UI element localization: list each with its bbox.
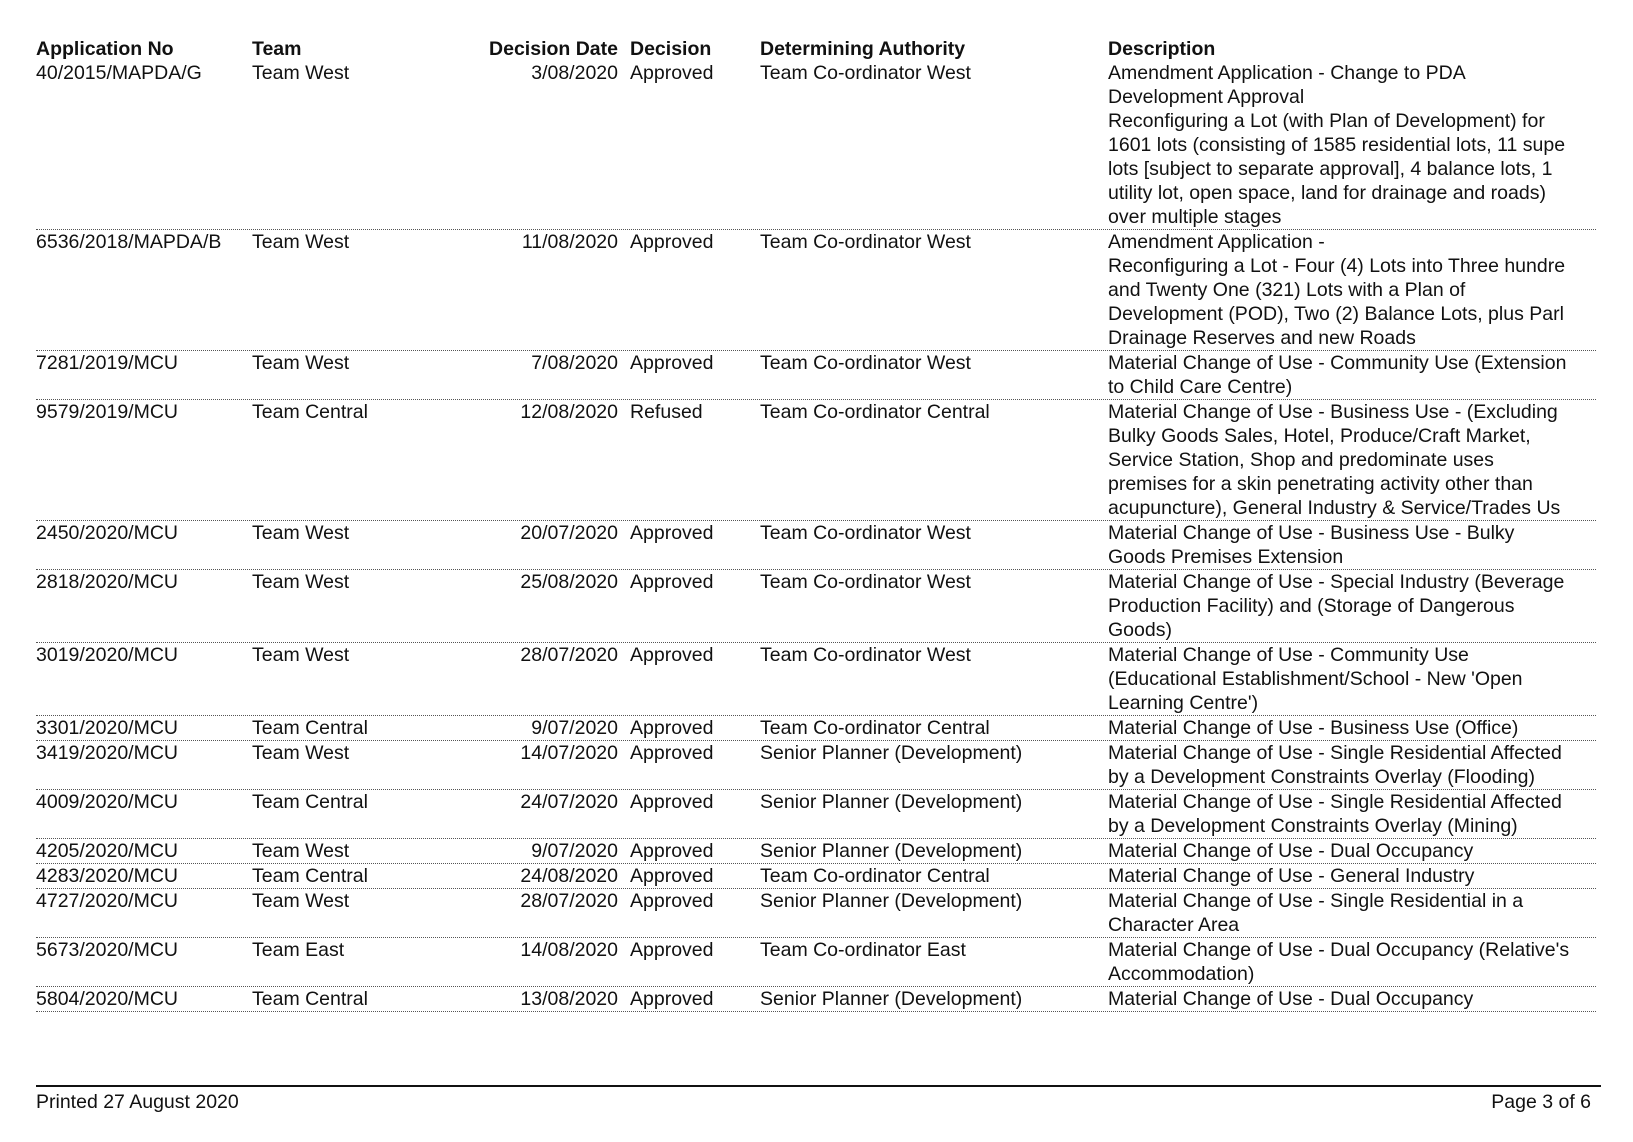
cell-team: Team West	[252, 231, 350, 253]
table-row	[36, 938, 1596, 987]
cell-team: Team Central	[252, 717, 368, 739]
table-row	[36, 790, 1596, 839]
cell-decision: Refused	[630, 401, 703, 423]
cell-decision: Approved	[630, 644, 714, 666]
cell-decision-date: 9/07/2020	[531, 717, 618, 739]
header-description: Description	[1108, 38, 1216, 60]
cell-decision-date: 14/07/2020	[520, 742, 618, 764]
table-row	[36, 839, 1596, 864]
cell-decision-date: 24/07/2020	[520, 791, 618, 813]
table-row	[36, 521, 1596, 570]
header-decision-date: Decision Date	[489, 38, 618, 60]
cell-team: Team Central	[252, 865, 368, 887]
cell-decision: Approved	[630, 352, 714, 374]
printed-date: Printed 27 August 2020	[36, 1091, 239, 1113]
cell-team: Team West	[252, 62, 350, 84]
cell-determining-authority: Team Co-ordinator Central	[760, 401, 990, 423]
cell-determining-authority: Team Co-ordinator West	[760, 352, 971, 374]
cell-application-no: 40/2015/MAPDA/G	[36, 62, 202, 84]
table-row	[36, 716, 1596, 741]
header-determining-authority: Determining Authority	[760, 38, 966, 60]
cell-application-no: 6536/2018/MAPDA/B	[36, 231, 222, 253]
cell-application-no: 3301/2020/MCU	[36, 717, 179, 739]
cell-application-no: 2818/2020/MCU	[36, 571, 179, 593]
cell-application-no: 7281/2019/MCU	[36, 352, 179, 374]
cell-decision: Approved	[630, 791, 714, 813]
cell-decision-date: 11/08/2020	[521, 231, 618, 253]
cell-determining-authority: Senior Planner (Development)	[760, 791, 1023, 813]
cell-determining-authority: Team Co-ordinator West	[760, 571, 971, 593]
cell-description: Amendment Application - Reconfiguring a Lot - Four (4) Lots into Three hundre and Twenty One (321) Lots with a Plan of Development (POD), Two (2) Balance Lots, plus Parl Drainage Reserves and new Roads	[1108, 231, 1566, 349]
table-row	[36, 400, 1596, 521]
cell-determining-authority: Team Co-ordinator West	[760, 644, 971, 666]
cell-team: Team Central	[252, 988, 368, 1010]
cell-determining-authority: Senior Planner (Development)	[760, 742, 1023, 764]
cell-description: Material Change of Use - Single Residential Affected by a Development Constraints Overlay (Flooding)	[1108, 742, 1562, 788]
cell-decision: Approved	[630, 840, 714, 862]
cell-team: Team West	[252, 890, 350, 912]
table-row	[36, 61, 1596, 230]
cell-application-no: 5673/2020/MCU	[36, 939, 179, 961]
cell-determining-authority: Senior Planner (Development)	[760, 890, 1023, 912]
cell-decision-date: 12/08/2020	[520, 401, 618, 423]
cell-team: Team Central	[252, 791, 368, 813]
table-row	[36, 230, 1596, 351]
table-row	[36, 864, 1596, 889]
cell-team: Team West	[252, 522, 350, 544]
cell-description: Material Change of Use - Community Use (Extension to Child Care Centre)	[1108, 352, 1567, 398]
page-number: Page 3 of 6	[1491, 1091, 1591, 1113]
cell-decision-date: 13/08/2020	[520, 988, 618, 1010]
table-row	[36, 889, 1596, 938]
cell-determining-authority: Team Co-ordinator West	[760, 62, 971, 84]
cell-determining-authority: Team Co-ordinator West	[760, 522, 971, 544]
header-decision: Decision	[630, 38, 712, 60]
cell-description: Material Change of Use - Business Use (Office)	[1108, 717, 1519, 739]
cell-application-no: 4283/2020/MCU	[36, 865, 179, 887]
header-application-no: Application No	[36, 38, 174, 60]
cell-description: Amendment Application - Change to PDA Development Approval Reconfiguring a Lot (with Plan of Development) for 1601 lots (consisting of 1585 residential lots, 11 supe lots [subject to separate approval], 4 balance lots, 1 utility lot, open space, land for drainage and roads) over multiple stages	[1108, 62, 1566, 228]
cell-decision-date: 20/07/2020	[520, 522, 618, 544]
cell-determining-authority: Team Co-ordinator West	[760, 231, 971, 253]
cell-team: Team West	[252, 644, 350, 666]
cell-application-no: 4727/2020/MCU	[36, 890, 179, 912]
cell-application-no: 3419/2020/MCU	[36, 742, 179, 764]
cell-description: Material Change of Use - Dual Occupancy	[1108, 988, 1474, 1010]
table-header	[36, 37, 1596, 61]
cell-decision: Approved	[630, 231, 714, 253]
cell-team: Team West	[252, 840, 350, 862]
cell-decision: Approved	[630, 62, 714, 84]
cell-description: Material Change of Use - Dual Occupancy (Relative's Accommodation)	[1108, 939, 1570, 985]
cell-application-no: 2450/2020/MCU	[36, 522, 179, 544]
table-body	[36, 61, 1596, 1012]
cell-determining-authority: Team Co-ordinator Central	[760, 717, 990, 739]
table-row	[36, 987, 1596, 1012]
cell-description: Material Change of Use - Community Use (Educational Establishment/School - New 'Open Learning Centre')	[1108, 644, 1523, 714]
cell-description: Material Change of Use - General Industry	[1108, 865, 1475, 887]
cell-team: Team West	[252, 352, 350, 374]
cell-decision: Approved	[630, 890, 714, 912]
cell-application-no: 9579/2019/MCU	[36, 401, 179, 423]
cell-decision-date: 7/08/2020	[531, 352, 618, 374]
cell-determining-authority: Senior Planner (Development)	[760, 988, 1023, 1010]
cell-description: Material Change of Use - Single Residential Affected by a Development Constraints Overlay (Mining)	[1108, 791, 1562, 837]
cell-decision: Approved	[630, 865, 714, 887]
cell-team: Team West	[252, 742, 350, 764]
cell-determining-authority: Team Co-ordinator Central	[760, 865, 990, 887]
cell-application-no: 4205/2020/MCU	[36, 840, 179, 862]
table-row	[36, 570, 1596, 643]
cell-decision: Approved	[630, 988, 714, 1010]
cell-decision-date: 28/07/2020	[520, 644, 618, 666]
cell-decision-date: 14/08/2020	[520, 939, 618, 961]
cell-description: Material Change of Use - Dual Occupancy	[1108, 840, 1474, 862]
decisions-report	[36, 37, 1596, 1012]
cell-description: Material Change of Use - Business Use - (Excluding Bulky Goods Sales, Hotel, Produce/Craft Market, Service Station, Shop and predominate uses premises for a skin penetrating activity other than acupuncture), General Industry & Service/Trades Us	[1108, 401, 1561, 519]
cell-decision: Approved	[630, 522, 714, 544]
table-row	[36, 741, 1596, 790]
cell-description: Material Change of Use - Business Use - Bulky Goods Premises Extension	[1108, 522, 1515, 568]
cell-decision-date: 3/08/2020	[531, 62, 618, 84]
cell-decision-date: 9/07/2020	[531, 840, 618, 862]
cell-team: Team Central	[252, 401, 368, 423]
table-row	[36, 643, 1596, 716]
cell-description: Material Change of Use - Single Residential in a Character Area	[1108, 890, 1524, 936]
cell-description: Material Change of Use - Special Industry (Beverage Production Facility) and (Storage of Dangerous Goods)	[1108, 571, 1565, 641]
cell-determining-authority: Team Co-ordinator East	[760, 939, 966, 961]
cell-decision: Approved	[630, 939, 714, 961]
cell-application-no: 3019/2020/MCU	[36, 644, 179, 666]
page-footer	[36, 1085, 1601, 1114]
cell-application-no: 4009/2020/MCU	[36, 791, 179, 813]
header-team: Team	[252, 38, 302, 60]
cell-determining-authority: Senior Planner (Development)	[760, 840, 1023, 862]
cell-decision: Approved	[630, 717, 714, 739]
cell-team: Team East	[252, 939, 345, 961]
cell-decision-date: 24/08/2020	[520, 865, 618, 887]
cell-team: Team West	[252, 571, 350, 593]
table-row	[36, 351, 1596, 400]
cell-decision: Approved	[630, 571, 714, 593]
cell-decision-date: 25/08/2020	[520, 571, 618, 593]
cell-decision-date: 28/07/2020	[520, 890, 618, 912]
cell-decision: Approved	[630, 742, 714, 764]
cell-application-no: 5804/2020/MCU	[36, 988, 179, 1010]
